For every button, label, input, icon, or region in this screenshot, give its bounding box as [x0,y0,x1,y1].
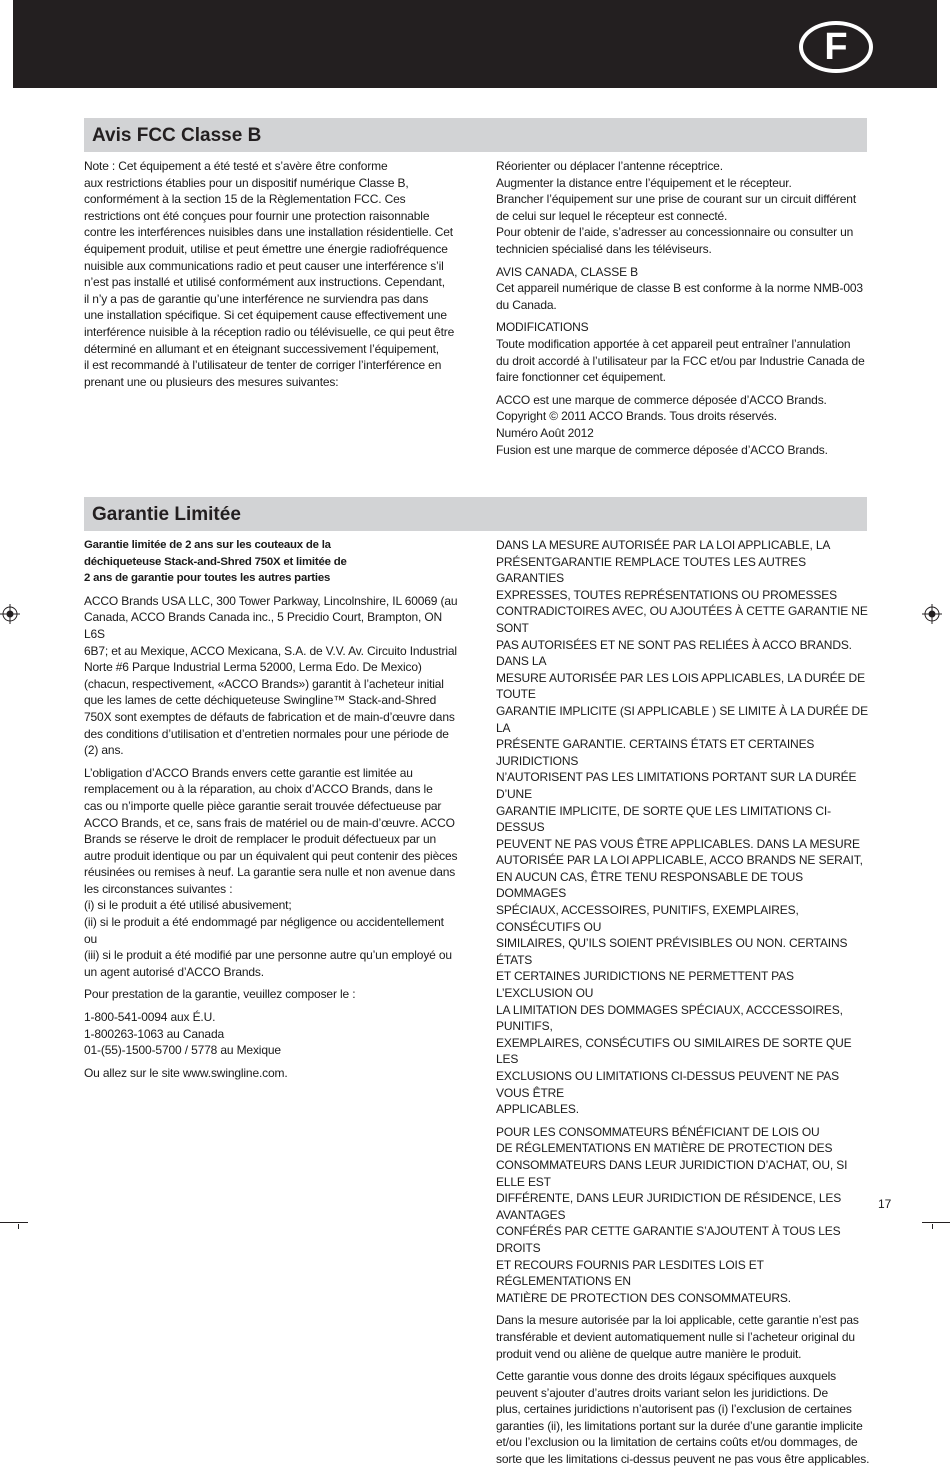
text-line: GARANTIE IMPLICITE, DE SORTE QUE LES LIMITATIONS CI-DESSUS [496,803,831,835]
paragraph [496,1368,871,1468]
text-line: déchiqueteuse Stack-and-Shred 750X et limitée de [84,555,347,568]
text-line: LA LIMITATION DES DOMMAGES SPÉCIAUX, ACCCESSOIRES, PUNITIFS, [496,1002,843,1034]
text-line: AUTORISÉE PAR LA LOI APPLICABLE, ACCO BRANDS NE SERAIT, [496,853,863,868]
text-line: garanties (ii), les limitations portant sur la durée d’une garantie implicite [496,1418,863,1433]
text-line: SPÉCIAUX, ACCESSOIRES, PUNITIFS, EXEMPLAIRES, CONSÉCUTIFS OU [496,903,799,934]
text-line: 2 ans de garantie pour toutes les autres parties [84,572,331,585]
text-line: CONSOMMATEURS DANS LEUR JURIDICTION D’ACHAT, OU, SI ELLE EST [496,1157,848,1189]
fcc-left-column [84,158,464,396]
text-line: Norte #6 Parque Industrial Lerma 52000, Lerma Edo. De Mexico) [84,660,422,675]
text-line: cas ou n’importe quelle pièce garantie serait trouvée défectueuse par [84,798,442,813]
text-line: ou [84,931,98,946]
text-line: nuisible aux communications radio et peut causer une interférence s’il [84,258,444,273]
text-line: une installation spécifique. Si cet équipement cause effectivement une [84,308,447,323]
registration-mark-icon [922,604,942,624]
text-line: DIFFÉRENTE, DANS LEUR JURIDICTION DE RÉSIDENCE, LES AVANTAGES [496,1191,842,1222]
text-line: PAS AUTORISÉES ET NE SONT PAS RELIÉES À ACCO BRANDS. DANS LA [496,637,852,669]
text-line: réusinées ou remises à neuf. La garantie sera nulle et non avenue dans [84,865,456,880]
text-line: Copyright © 2011 ACCO Brands. Tous droits réservés. [496,409,777,424]
text-line: remplacement ou à la réparation, au choix d’ACCO Brands, dans le [84,782,433,797]
text-line: ET RECOURS FOURNIS PAR LESDITES LOIS ET RÉGLEMENTATIONS EN [496,1257,764,1289]
paragraph [84,593,464,759]
crop-mark [922,1222,950,1223]
text-line: un agent autorisé d’ACCO Brands. [84,964,264,979]
paragraph [84,765,464,981]
text-line: aux restrictions établies pour un dispositif numérique Classe B, [84,175,409,190]
text-line: restrictions ont été conçues pour fournir une protection raisonnable [84,208,430,223]
paragraph [496,158,868,258]
text-line: Toute modification apportée à cet appareil peut entraîner l’annulation [496,336,851,351]
text-line: CONTRADICTOIRES AVEC, OU AJOUTÉES À CETTE GARANTIE NE SONT [496,604,868,635]
text-line: EN AUCUN CAS, ÊTRE TENU RESPONSABLE DE TOUS DOMMAGES [496,869,803,901]
section-title-fcc: Avis FCC Classe B [84,118,867,152]
paragraph [84,1065,464,1082]
text-line: n’est pas installé et utilisé conformément aux instructions. Cependant, [84,275,445,290]
text-line: autre produit identique ou par un équivalent qui peut contenir des pièces [84,848,458,863]
page-number: 17 [878,1197,892,1211]
text-line: ACCO Brands, et ce, sans frais de matériel ou de main-d’œuvre. ACCO [84,815,455,830]
text-line: L’obligation d’ACCO Brands envers cette garantie est limitée au [84,765,413,780]
text-line: Dans la mesure autorisée par la loi applicable, cette garantie n’est pas [496,1313,859,1328]
text-line: MATIÈRE DE PROTECTION DES CONSOMMATEURS. [496,1290,791,1305]
text-line: prenant une ou plusieurs des mesures suivantes: [84,374,339,389]
text-line: EXPRESSES, TOUTES REPRÉSENTATIONS OU PROMESSES [496,587,837,602]
section-title-warranty: Garantie Limitée [84,497,867,531]
text-line: ACCO Brands USA LLC, 300 Tower Parkway, Lincolnshire, IL 60069 (au [84,593,458,608]
text-line: Brands se réserve le droit de remplacer le produit défectueux par un [84,832,436,847]
text-line: que les lames de cette déchiqueteuse Swingline™ Stack-and-Shred [84,693,437,708]
text-line: DE RÉGLEMENTATIONS EN MATIÈRE DE PROTECTION DES [496,1141,833,1156]
text-line: ET CERTAINES JURIDICTIONS NE PERMETTENT PAS L’EXCLUSION OU [496,969,794,1001]
text-line: des conditions d’utilisation et d’entretien normales pour une période de [84,726,449,741]
text-line: plus, certaines juridictions n’autorisent pas (i) l’exclusion de certaines [496,1402,852,1417]
text-line: produit vend ou aliène de quelque autre manière le produit. [496,1346,802,1361]
paragraph [84,986,464,1003]
text-line: Pour prestation de la garantie, veuillez composer le : [84,987,356,1002]
paragraph [84,158,464,390]
text-line: POUR LES CONSOMMATEURS BÉNÉFICIANT DE LOIS OU [496,1124,820,1139]
fcc-right-column [496,158,868,464]
paragraph [496,392,868,458]
text-line: CONFÉRÉS PAR CETTE GARANTIE S’AJOUTENT À TOUS LES DROITS [496,1224,841,1255]
text-line: PRÉSENTGARANTIE REMPLACE TOUTES LES AUTRES GARANTIES [496,554,807,586]
text-line: 01-(55)-1500-5700 / 5778 au Mexique [84,1043,281,1058]
text-line: de celui sur lequel le récepteur est connecté. [496,208,728,223]
paragraph [496,319,868,385]
text-line: 750X sont exemptes de défauts de fabrication et de main-d’œuvre dans [84,709,455,724]
warranty-left-column [84,537,464,1087]
text-line: (iii) si le produit a été modifié par une personne autre qu’un employé ou [84,948,452,963]
crop-mark [932,1224,933,1229]
text-line: du droit accordé à l’utilisateur par la FCC et/ou par Industrie Canada de [496,353,865,368]
text-line: sorte que les limitations ci-dessus peuvent ne pas vous être applicables. [496,1452,870,1467]
text-line: DANS LA MESURE AUTORISÉE PAR LA LOI APPLICABLE, LA [496,538,831,552]
text-line: Garantie limitée de 2 ans sur les couteaux de la [84,539,331,551]
warranty-heading [84,537,464,587]
paragraph [496,1124,871,1307]
text-line: Réorienter ou déplacer l’antenne réceptrice. [496,159,723,173]
crop-mark [0,1222,28,1223]
text-line: du Canada. [496,297,557,312]
registration-mark-icon [0,604,20,624]
text-line: Ou allez sur le site www.swingline.com. [84,1065,288,1080]
text-line: équipement produit, utilise et peut émettre une énergie radiofréquence [84,241,448,256]
text-line: Fusion est une marque de commerce déposée d’ACCO Brands. [496,442,828,457]
text-line: Brancher l’équipement sur une prise de courant sur un circuit différent [496,192,856,207]
text-line: transférable et devient automatiquement nulle si l’acheteur original du [496,1329,855,1344]
text-line: déterminé en allumant et en éteignant successivement l’équipement, [84,341,439,356]
text-line: ACCO est une marque de commerce déposée d’ACCO Brands. [496,392,827,407]
text-line: SIMILAIRES, QU’ILS SOIENT PRÉVISIBLES OU NON. CERTAINS ÉTATS [496,936,848,967]
paragraph [496,537,871,1118]
text-line: interférence nuisible à la réception radio ou télévisuelle, ce qui peut être [84,324,455,339]
text-line: PEUVENT NE PAS VOUS ÊTRE APPLICABLES. DANS LA MESURE [496,836,860,851]
text-line: les circonstances suivantes : [84,881,233,896]
text-line: GARANTIE IMPLICITE (SI APPLICABLE ) SE LIMITE À LA DURÉE DE LA [496,703,868,735]
text-line: (chacun, respectivement, «ACCO Brands») garantit à l’acheteur initial [84,676,444,691]
text-line: il n’y a pas de garantie qu’une interférence ne surviendra pas dans [84,291,429,306]
paragraph [84,1009,464,1059]
paragraph [496,1312,871,1362]
text-line: peuvent s’ajouter d’autres droits variant selon les juridictions. De [496,1385,828,1400]
crop-mark [18,1224,19,1229]
warranty-right-column [496,537,871,1474]
text-line: (ii) si le produit a été endommagé par négligence ou accidentellement [84,915,444,930]
text-line: 6B7; et au Mexique, ACCO Mexicana, S.A. de V.V. Av. Circuito Industrial [84,643,457,658]
text-line: (i) si le produit a été utilisé abusivement; [84,898,292,913]
text-line: conformément à la section 15 de la Règlementation FCC. Ces [84,192,406,207]
header-bar [13,0,937,88]
text-line: Cet appareil numérique de classe B est conforme à la norme NMB-003 [496,281,863,296]
text-line: APPLICABLES. [496,1102,579,1117]
text-line: EXCLUSIONS OU LIMITATIONS CI-DESSUS PEUVENT NE PAS VOUS ÊTRE [496,1069,840,1100]
text-line: MESURE AUTORISÉE PAR LES LOIS APPLICABLES, LA DURÉE DE TOUTE [496,670,865,702]
text-line: MODIFICATIONS [496,320,589,335]
text-line: Note : Cet équipement a été testé et s’avère être conforme [84,159,388,173]
language-badge: F [799,21,873,73]
text-line: il est recommandé à l’utilisateur de tenter de corriger l’interférence en [84,358,442,373]
text-line: AVIS CANADA, CLASSE B [496,264,639,279]
text-line: PRÉSENTE GARANTIE. CERTAINS ÉTATS ET CERTAINES JURIDICTIONS [496,737,815,768]
text-line: Numéro Août 2012 [496,425,594,440]
text-line: et/ou l’exclusion ou la limitation de certains coûts et/ou dommages, de [496,1435,858,1450]
paragraph [496,264,868,314]
text-line: 1-800-541-0094 aux É.U. [84,1010,216,1025]
text-line: EXEMPLAIRES, CONSÉCUTIFS OU SIMILAIRES DE SORTE QUE LES [496,1035,852,1067]
text-line: Pour obtenir de l’aide, s’adresser au concessionnaire ou consulter un [496,225,854,240]
text-line: N’AUTORISENT PAS LES LIMITATIONS PORTANT SUR LA DURÉE D’UNE [496,770,857,801]
text-line: faire fonctionner cet équipement. [496,370,666,385]
text-line: (2) ans. [84,743,124,758]
text-line: Augmenter la distance entre l’équipement et le récepteur. [496,175,792,190]
text-line: 1-800263-1063 au Canada [84,1026,225,1041]
text-line: Cette garantie vous donne des droits légaux spécifiques auxquels [496,1369,836,1384]
text-line: technicien spécialisé dans les téléviseurs. [496,241,712,256]
text-line: Canada, ACCO Brands Canada inc., 5 Precidio Court, Brampton, ON L6S [84,610,443,641]
text-line: contre les interférences nuisibles dans une installation résidentielle. Cet [84,225,453,240]
